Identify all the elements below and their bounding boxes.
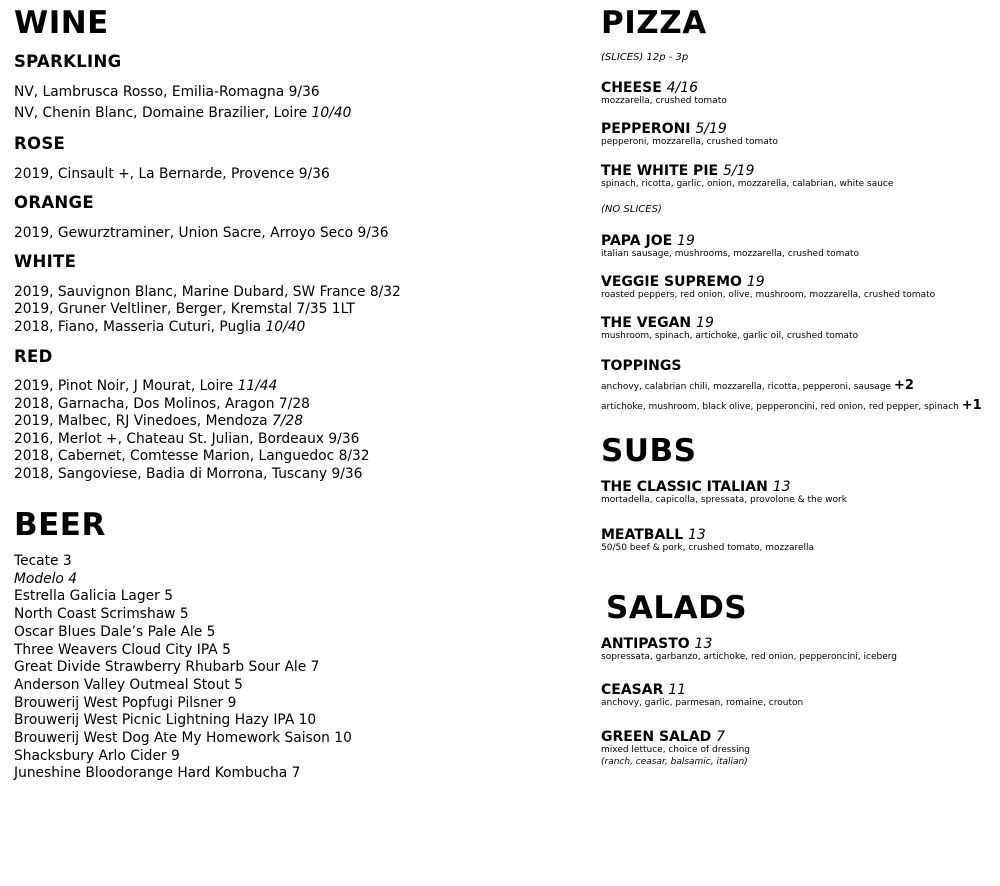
item-desc: pepperoni, mozzarella, crushed tomato	[601, 137, 778, 147]
beer-item: Three Weavers Cloud City IPA 5	[14, 641, 231, 658]
item-price: 7	[716, 729, 726, 745]
section-white: WHITE	[14, 252, 77, 271]
wine-title: WINE	[14, 5, 109, 41]
salads-title: SALADS	[606, 590, 748, 626]
item-desc: anchovy, garlic, parmesan, romaine, crouton	[601, 698, 804, 708]
menu-item	[601, 528, 814, 554]
menu-item	[601, 637, 897, 663]
item-price: 13	[694, 636, 713, 652]
menu-item	[601, 316, 858, 342]
wine-item: 2019, Gewurztraminer, Union Sacre, Arroyo Seco 9/36	[14, 225, 389, 241]
item-desc: spinach, ricotta, garlic, onion, mozzarella, calabrian, white sauce	[601, 179, 894, 189]
item-desc: mozzarella, crushed tomato	[601, 96, 727, 106]
item-desc-note: (ranch, ceasar, balsamic, italian)	[601, 757, 748, 767]
item-desc: italian sausage, mushrooms, mozzarella, crushed tomato	[601, 249, 859, 259]
beer-item: Tecate 3	[14, 553, 72, 569]
item-price: 19	[677, 233, 695, 249]
beer-item: Brouwerij West Dog Ate My Homework Saison 10	[14, 730, 352, 747]
beer-item: Shacksbury Arlo Cider 9	[14, 747, 180, 764]
item-desc: roasted peppers, red onion, olive, mushroom, mozzarella, crushed tomato	[601, 290, 936, 300]
beer-title: BEER	[14, 507, 106, 543]
beer-item: Brouwerij West Popfugi Pilsner 9	[14, 694, 237, 711]
section-red: RED	[14, 347, 53, 366]
item-price: 13	[688, 527, 706, 543]
menu-item	[601, 81, 727, 107]
item-name: GREEN SALAD	[601, 729, 717, 745]
beer-item: North Coast Scrimshaw 5	[14, 606, 189, 623]
section-sparkling: SPARKLING	[14, 52, 122, 71]
item-desc: sopressata, garbanzo, artichoke, red onion, pepperoncini, iceberg	[601, 652, 898, 662]
item-name: PEPPERONI	[601, 121, 696, 137]
beer-item: Oscar Blues Dale’s Pale Ale 5	[14, 623, 216, 640]
red-wine-list	[14, 378, 370, 484]
item-name: CEASAR	[601, 682, 669, 698]
item-name: PAPA JOE	[601, 233, 678, 249]
item-price: 5/19	[722, 163, 755, 179]
section-orange: ORANGE	[14, 193, 94, 212]
toppings-block	[601, 359, 982, 418]
toppings-line: artichoke, mushroom, black olive, pepperoncini, red onion, red pepper, spinach +1	[601, 398, 982, 413]
toppings-line: anchovy, calabrian chili, mozzarella, ricotta, pepperoni, sausage +2	[601, 378, 914, 393]
wine-item: 2018, Cabernet, Comtesse Marion, Languedoc 8/32	[14, 448, 370, 465]
item-price: 19	[696, 315, 714, 331]
wine-item: 2019, Pinot Noir, J Mourat, Loire 11/44	[14, 378, 278, 394]
item-desc: mixed lettuce, choice of dressing	[601, 745, 751, 755]
item-name: ANTIPASTO	[601, 636, 695, 652]
beer-item: Anderson Valley Outmeal Stout 5	[14, 676, 243, 693]
menu-item	[601, 730, 750, 768]
item-name: THE CLASSIC ITALIAN	[601, 479, 773, 495]
wine-item: 2019, Gruner Veltliner, Berger, Kremstal 7/35 1LT	[14, 301, 355, 317]
beer-item: Estrella Galicia Lager 5	[14, 588, 173, 605]
menu-item	[601, 234, 859, 260]
item-desc: mushroom, spinach, artichoke, garlic oil, crushed tomato	[601, 331, 859, 341]
wine-item: 2019, Sauvignon Blanc, Marine Dubard, SW France 8/32	[14, 284, 401, 300]
wine-item: NV, Chenin Blanc, Domaine Brazilier, Loire 10/40	[14, 105, 352, 121]
item-price: 19	[746, 274, 765, 290]
wine-item: 2019, Cinsault +, La Bernarde, Provence 9/36	[14, 166, 330, 182]
item-price: 11	[668, 682, 687, 698]
wine-item: 2018, Fiano, Masseria Cuturi, Puglia 10/40	[14, 319, 306, 335]
item-price: 5/19	[695, 121, 727, 137]
wine-item: 2018, Garnacha, Dos Molinos, Aragon 7/28	[14, 395, 310, 412]
wine-item: 2019, Malbec, RJ Vinedoes, Mendoza 7/28	[14, 413, 303, 430]
item-desc: mortadella, capicolla, spressata, provolone & the work	[601, 495, 847, 505]
beer-list	[14, 553, 352, 783]
beer-item: Great Divide Strawberry Rhubarb Sour Ale 7	[14, 659, 320, 676]
item-desc: 50/50 beef & pork, crushed tomato, mozzarella	[601, 543, 815, 553]
wine-item: NV, Lambrusca Rosso, Emilia-Romagna 9/36	[14, 84, 320, 100]
beer-item: Juneshine Bloodorange Hard Kombucha 7	[14, 765, 301, 782]
wine-item: 2016, Merlot +, Chateau St. Julian, Bordeaux 9/36	[14, 430, 360, 447]
menu-item	[601, 275, 935, 301]
item-price: 13	[772, 479, 791, 495]
item-name: MEATBALL	[601, 527, 689, 543]
menu-item	[601, 164, 893, 190]
pizza-title: PIZZA	[601, 5, 707, 41]
toppings-title: TOPPINGS	[601, 358, 682, 374]
subs-title: SUBS	[601, 433, 697, 469]
item-name: VEGGIE SUPREMO	[601, 274, 747, 290]
beer-item: Brouwerij West Picnic Lightning Hazy IPA 10	[14, 712, 317, 729]
menu-item	[601, 122, 778, 148]
slices-note: (SLICES) 12p - 3p	[601, 52, 689, 63]
menu-item	[601, 683, 803, 709]
item-name: THE VEGAN	[601, 315, 697, 331]
item-name: CHEESE	[601, 80, 667, 96]
menu-item	[601, 480, 847, 506]
wine-item: 2018, Sangoviese, Badia di Morrona, Tuscany 9/36	[14, 465, 363, 482]
beer-item: Modelo 4	[14, 570, 78, 587]
item-price: 4/16	[666, 80, 699, 96]
no-slices-note: (NO SLICES)	[601, 204, 662, 215]
section-rose: ROSE	[14, 134, 66, 153]
item-name: THE WHITE PIE	[601, 163, 723, 179]
